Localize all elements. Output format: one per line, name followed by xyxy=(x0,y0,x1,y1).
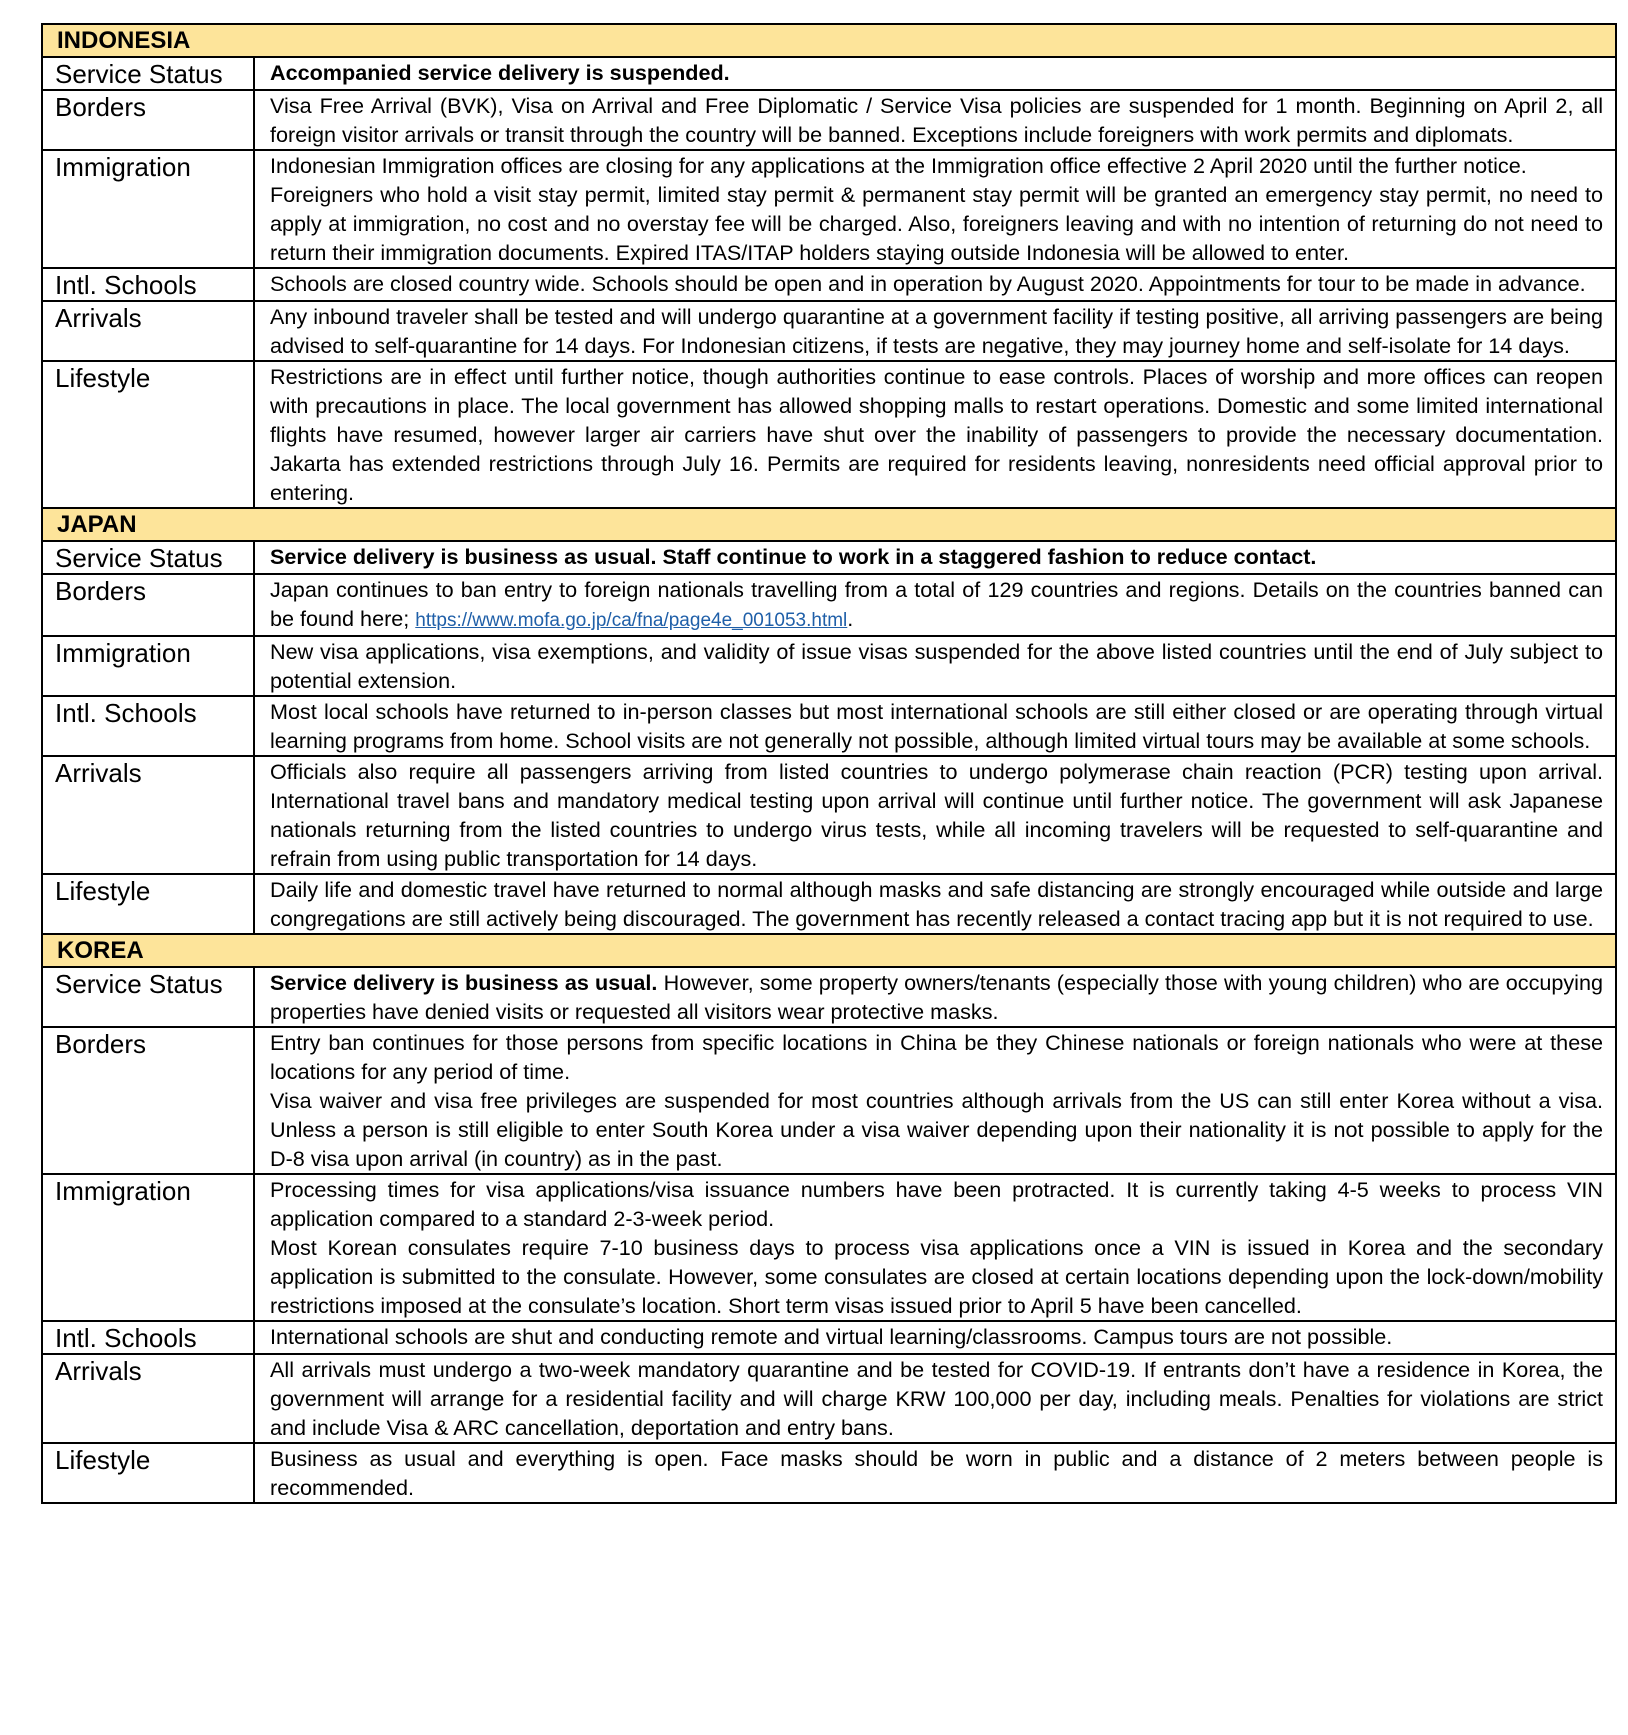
row-label: Lifestyle xyxy=(42,1443,254,1503)
row-text xyxy=(254,967,1616,1027)
row-text xyxy=(254,756,1616,874)
table-row xyxy=(42,1443,1616,1503)
row-text xyxy=(254,1354,1616,1443)
country-header-row xyxy=(42,24,1616,57)
row-text xyxy=(254,301,1616,361)
paragraph: Most Korean consulates require 7-10 business days to process visa applications once a VIN is issued in Korea and the secondary application is submitted to the consulate. However, some consulates are closed at certain locations depending upon the lock-down/mobility restrictions imposed at the consulate’s location. Short term visas issued prior to April 5 have been cancelled. xyxy=(270,1235,1604,1318)
table-row xyxy=(42,756,1616,874)
table-row xyxy=(42,1321,1616,1354)
paragraph: Restrictions are in effect until further notice, though authorities continue to ease controls. Places of worship and more offices can reopen with precautions in place. The local government has allowed shopping malls to restart operations. Domestic and some limited international flights have resumed, however larger air carriers have shut over the inability of passengers to provide the necessary documentation. Jakarta has extended restrictions through July 16. Permits are required for residents leaving, nonresidents need official approval prior to entering. xyxy=(270,364,1604,505)
row-label: Service Status xyxy=(42,57,254,90)
paragraph: International schools are shut and conducting remote and virtual learning/classrooms. Campus tours are not possible. xyxy=(270,1324,1393,1349)
table-row xyxy=(42,696,1616,756)
row-label: Lifestyle xyxy=(42,874,254,934)
table-row xyxy=(42,1174,1616,1321)
paragraph: Foreigners who hold a visit stay permit, limited stay permit & permanent stay permit will be granted an emergency stay permit, no need to apply at immigration, no cost and no overstay fee will be charged. Also, foreigners leaving and with no intention of returning do not need to return their immigration documents. Expired ITAS/ITAP holders staying outside Indonesia will be allowed to enter. xyxy=(270,182,1604,265)
row-text xyxy=(254,574,1616,636)
row-label: Borders xyxy=(42,90,254,150)
table-row xyxy=(42,301,1616,361)
country-name: JAPAN xyxy=(42,508,1616,541)
service-status-bold: Service delivery is business as usual. xyxy=(270,970,658,995)
row-text xyxy=(254,874,1616,934)
row-label: Lifestyle xyxy=(42,361,254,508)
mofa-link[interactable]: https://www.mofa.go.jp/ca/fna/page4e_001053.html xyxy=(415,610,848,631)
row-text xyxy=(254,636,1616,696)
row-text xyxy=(254,1174,1616,1321)
country-header-row xyxy=(42,508,1616,541)
row-text xyxy=(254,268,1616,301)
link-trailer: . xyxy=(847,606,854,631)
paragraph: Entry ban continues for those persons from specific locations in China be they Chinese nationals or foreign nationals who were at these locations for any period of time. xyxy=(270,1030,1604,1084)
row-text xyxy=(254,541,1616,574)
row-label: Service Status xyxy=(42,967,254,1027)
service-status-bold: Accompanied service delivery is suspended. xyxy=(270,60,730,85)
service-status-text: However, some property owners/tenants (especially those with young children) who are occupying properties have denied visits or requested all visitors wear protective masks. xyxy=(270,970,1604,1024)
country-status-table xyxy=(41,23,1617,1504)
table-row xyxy=(42,636,1616,696)
row-label: Intl. Schools xyxy=(42,268,254,301)
row-label: Service Status xyxy=(42,541,254,574)
row-text xyxy=(254,1027,1616,1174)
table-row xyxy=(42,541,1616,574)
table-row xyxy=(42,150,1616,268)
table-row xyxy=(42,874,1616,934)
paragraph: Japan continues to ban entry to foreign nationals travelling from a total of 129 countries and regions. Details on the countries banned can be found here; xyxy=(270,577,1604,631)
row-label: Arrivals xyxy=(42,1354,254,1443)
paragraph: Most local schools have returned to in-person classes but most international schools are still either closed or are operating through virtual learning programs from home. School visits are not generally not possible, although limited virtual tours may be available at some schools. xyxy=(270,699,1604,753)
row-label: Arrivals xyxy=(42,301,254,361)
row-label: Borders xyxy=(42,1027,254,1174)
row-label: Immigration xyxy=(42,636,254,696)
paragraph: Visa waiver and visa free privileges are suspended for most countries although arrivals from the US can still enter Korea without a visa. Unless a person is still eligible to enter South Korea under a visa waiver depending upon their nationality it is not possible to apply for the D-8 visa upon arrival (in country) as in the past. xyxy=(270,1088,1604,1171)
table-row xyxy=(42,574,1616,636)
table-row xyxy=(42,361,1616,508)
table-row xyxy=(42,1354,1616,1443)
row-label: Intl. Schools xyxy=(42,696,254,756)
country-status-document xyxy=(41,23,1615,1504)
country-name: INDONESIA xyxy=(42,24,1616,57)
row-text xyxy=(254,1443,1616,1503)
paragraph: Visa Free Arrival (BVK), Visa on Arrival and Free Diplomatic / Service Visa policies are suspended for 1 month. Beginning on April 2, all foreign visitor arrivals or transit through the country will be banned. Exceptions include foreigners with work permits and diplomats. xyxy=(270,93,1604,147)
row-text xyxy=(254,57,1616,90)
table-row xyxy=(42,268,1616,301)
paragraph: Indonesian Immigration offices are closing for any applications at the Immigration office effective 2 April 2020 until the further notice. xyxy=(270,153,1527,178)
country-header-row xyxy=(42,934,1616,967)
table-row xyxy=(42,967,1616,1027)
table-row xyxy=(42,1027,1616,1174)
row-label: Immigration xyxy=(42,1174,254,1321)
paragraph: Officials also require all passengers arriving from listed countries to undergo polymerase chain reaction (PCR) testing upon arrival. International travel bans and mandatory medical testing upon arrival will continue until further notice. The government will ask Japanese nationals returning from the listed countries to undergo virus tests, while all incoming travelers will be requested to self-quarantine and refrain from using public transportation for 14 days. xyxy=(270,759,1604,871)
paragraph: All arrivals must undergo a two-week mandatory quarantine and be tested for COVID-19. If entrants don’t have a residence in Korea, the government will arrange for a residential facility and will charge KRW 100,000 per day, including meals. Penalties for violations are strict and include Visa & ARC cancellation, deportation and entry bans. xyxy=(270,1357,1604,1440)
paragraph: Business as usual and everything is open. Face masks should be worn in public and a distance of 2 meters between people is recommended. xyxy=(270,1446,1604,1500)
service-status-bold: Service delivery is business as usual. Staff continue to work in a staggered fashion to reduce contact. xyxy=(270,544,1317,569)
row-text xyxy=(254,361,1616,508)
row-label: Immigration xyxy=(42,150,254,268)
row-text xyxy=(254,1321,1616,1354)
row-label: Intl. Schools xyxy=(42,1321,254,1354)
row-text xyxy=(254,696,1616,756)
paragraph: Processing times for visa applications/visa issuance numbers have been protracted. It is currently taking 4-5 weeks to process VIN application compared to a standard 2-3-week period. xyxy=(270,1177,1604,1231)
paragraph: Schools are closed country wide. Schools should be open and in operation by August 2020. Appointments for tour to be made in advance. xyxy=(270,271,1586,296)
table-row xyxy=(42,90,1616,150)
paragraph: New visa applications, visa exemptions, and validity of issue visas suspended for the above listed countries until the end of July subject to potential extension. xyxy=(270,639,1604,693)
row-label: Arrivals xyxy=(42,756,254,874)
row-label: Borders xyxy=(42,574,254,636)
paragraph: Any inbound traveler shall be tested and will undergo quarantine at a government facility if testing positive, all arriving passengers are being advised to self-quarantine for 14 days. For Indonesian citizens, if tests are negative, they may journey home and self-isolate for 14 days. xyxy=(270,304,1604,358)
table-row xyxy=(42,57,1616,90)
row-text xyxy=(254,90,1616,150)
row-text xyxy=(254,150,1616,268)
paragraph: Daily life and domestic travel have returned to normal although masks and safe distancing are strongly encouraged while outside and large congregations are still actively being discouraged. The government has recently released a contact tracing app but it is not required to use. xyxy=(270,877,1604,931)
country-name: KOREA xyxy=(42,934,1616,967)
